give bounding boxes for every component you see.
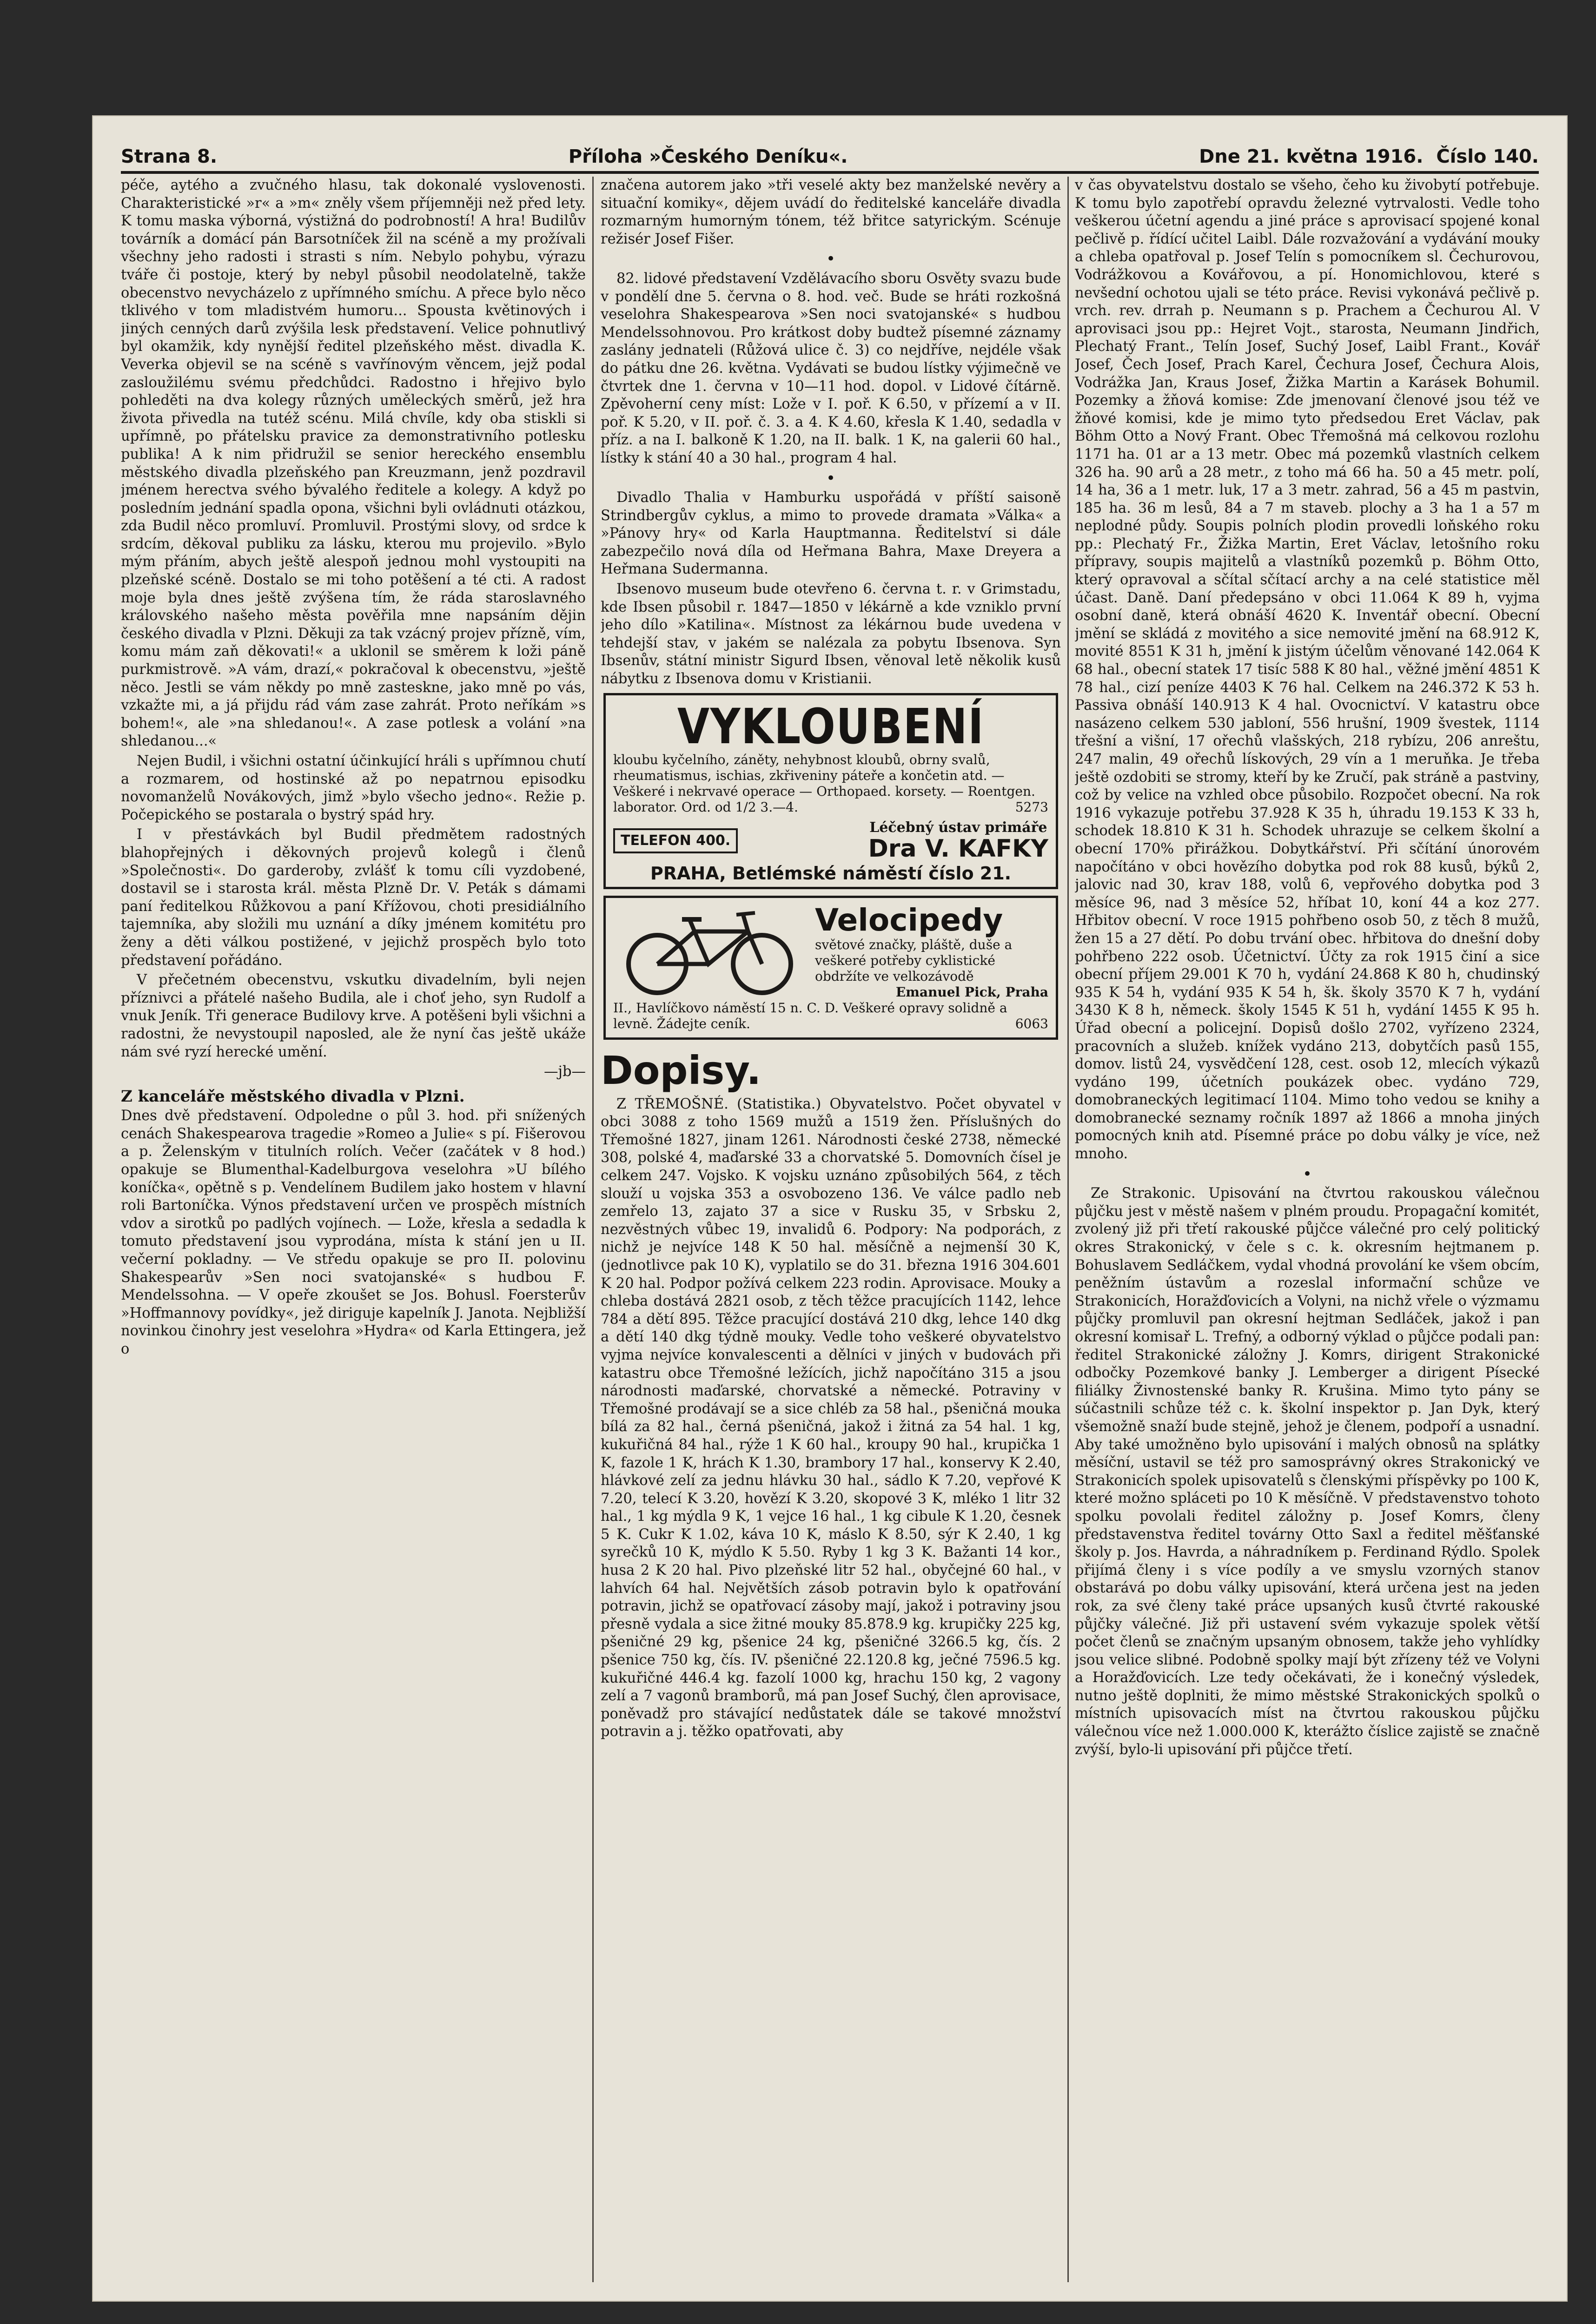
page-header	[121, 135, 1539, 174]
ad-address-text: II., Havlíčkovo náměstí 15 n. C. D. Veškeré opravy solidně a levně. Žádejte ceník.	[613, 1000, 1007, 1031]
article-paragraph: V přečetném obecenstvu, vskutku divadelním, byli nejen příznivci a přátelé našeho Budila, ale i choť jeho, syn Rudolf a vnuk Jeník. Tři generace Budilovy krve. A potěšeni byli všichni a radostni, že nevystoupil naposled, ale že nyní čas ještě ukáže nám své ryzí herecké umění.	[121, 972, 586, 1060]
ad-bike-text	[808, 904, 1048, 1000]
ad-body-text: kloubu kyčelního, záněty, nehybnost kloubů, obrny svalů, rheumatismus, ischias, zkřiveniny páteře a končetin atd. — Veškeré i nekrvavé operace — Orthopaed. korsety. — Roentgen. laborator. Ord. od 1/2 3.—4.	[613, 752, 1035, 815]
bullet-separator: •	[1302, 1164, 1312, 1183]
issue-date	[1199, 146, 1539, 167]
column-3	[1075, 177, 1540, 2282]
ad-body: světové značky, pláště, duše a veškeré potřeby cyklistické obdržíte ve velkozávodě	[815, 937, 1013, 984]
article-paragraph: v čas obyvatelstvu dostalo se všeho, čeho ku živobytí potřebuje. K tomu bylo zapotřebí opravdu železné vytrvalosti. Vedle toho veškerou účetní agendu a jiné práce s aprovisací spojené konal pečlivě p. řídící učitel Laibl. Dále rozvažování a vydávání mouky a chleba opatřoval p. Josef Telín s pomocníkem sl. Čechurovou, Vodrážkovou a Kovářovou, a pí. Honomichlovou, které s nevšední ochotou ujali se této práce. Revisi vykonává pečlivě p. vrch. rev. drrah p. Neumann s p. Prachem a Čechurou Al. V aprovisaci jsou pp.: Hejret Vojt., starosta, Neumann Jindřich, Plechatý Frant., Telín Josef, Suchý Josef, Laibl Frant., Kovář Josef, Čech Josef, Prach Karel, Čechura Josef, Čechura Alois, Vodrážka Jan, Kraus Josef, Žižka Martin a Karásek Bohumil. Pozemky a žňová komise: Zde jmenovaní členové jsou též ve žňové komisi, kde je mimo tyto předsedou Eret Václav, pak Böhm Otto a Nový Frant. Obec Třemošná má celkovou rozlohu 1171 ha. 01 ar a 13 metr. Obec má pozemků vlastních celkem 326 ha. 90 arů a 28 metr., z toho má 66 ha. 50 a 45 metr. polí, 14 ha, 36 a 1 metr. luk, 17 a 3 metr. zahrad, 56 a 45 m pastvin, 185 ha. 36 m lesů, 84 a 7 m staveb. plochy a 3 ha 1 a 57 m neplodné půdy. Soupis polních plodin provedli loňského roku pp.: Plechatý Fr., Žižka Martin, Eret Václav, letošního roku přípravy, soupis majitelů a vlastníků pozemků p. Böhm Otto, který opravoval a sčítal sčítací archy a na celé statistice měl účast. Daně. Daní předepsáno v obci 11.064 K 89 h, vyjma osobní daně, která obnáší 4620 K. Inventář obecní. Obecní jmění se skládá z movitého a sice nemovité jmění na 68.912 K, movité 8551 K 31 h, jmění k jistým účelům věnované 142.064 K 68 hal., obecní statek 17 tisíc 588 K 80 hal., věžné jmění 4851 K 78 hal., cizí peníze 4403 K 76 hal. Celkem na 246.372 K 53 h. Passiva obnáší 140.913 K 4 hal. Ovocnictví. V katastru obce nasázeno celkem 530 jabloní, 556 hrušní, 1909 švestek, 1114 třešní a višní, 17 ořechů vlašských, 218 rybízu, 206 anreštu, 247 malin, 49 ořechů lískových, 29 vín a 1 meruňka. Je třeba ještě ozdobiti se stromy, kteří by ke Zručí, pak stráně a pastviny, což by velice na vzhled obce působilo. Rozpočet obecní. Na rok 1916 vykazuje potřebu 37.928 K 35 h, úhradu 19.153 K 33 h, schodek 18.810 K 31 h. Schodek uhrazuje se celkem školní a obecní 170% přirážkou. Dobytkářství. Při sčítání únorovém napočítáno v obci hovězího dobytka pod rok 88 kusů, býků 2, jalovic nad 30, krav 188, volů 6, vepřového dobytka pod 3 měsíce 96, nad 3 měsíce 52, hříbat 10, koní 44 a koz 277. Hřbitov obecní. V roce 1915 pohřbeno osob 50, z těch 8 mužů, žen 15 a 27 dětí. Po dobu trvání obec. hřbitova do dnešní doby pohřbeno 222 osob. Účetnictví. Účty za rok 1915 činí a sice obecní příjem 29.001 K 70 h, vydání 24.868 K 80 h, chudinský 935 K 54 h, vydání 935 K 54 h, šk. školy 3570 K 7 h, vydání 3430 K 8 h, německ. školy 1545 K 51 h, vydání 1455 K 95 h. Úřad obecní a policejní. Dopisů došlo 2702, vyřízeno 2324, pracovních a služeb. knížek vydáno 213, dobytčích pasů 155, domov. listů 24, vysvědčení 128, cest. osob 12, mlecích výkazů vydáno 199, účetních poukázek obec. vydáno 729, domobraneckých legitimací 1104. Mimo toho vedou se knihy a domobranecké seznamy ročník 1897 až 1866 a mnoha jiných pomocných knih atd. Písemné práce po dobu války je více, než mnoho.	[1075, 177, 1540, 1162]
article-paragraph: Dnes dvě představení. Odpoledne o půl 3. hod. při snížených cenách Shakespearova tragedie »Romeo a Julie« s pí. Fišerovou a p. Želenským v titulních rolích. Večer (začátek v 8 hod.) opakuje se Blumenthal-Kadelburgova veselohra »U bílého koníčka«, opětně s p. Vendelínem Budilem jako hostem v hlavní roli Bartoníčka. Výnos představení určen ve prospěch místních vdov a sirotků po padlých vojínech. — Lože, křesla a sedadla k tomuto představení jsou vyprodána, místa k stání jen u II. večerní pokladny. — Ve středu opakuje se pro II. polovinu Shakespearův »Sen noci svatojanské« s hudbou F. Mendelssohna. — V opeře zkoušet se Jos. Bohusl. Foersterův »Hoffmannovy povídky«, jež diriguje kapelník J. Janota. Nejbližší novinkou činohry jest veselohra »Hydra« od Karla Ettingera, jež o	[121, 1108, 586, 1357]
bullet-separator: •	[826, 469, 836, 488]
column-rule	[592, 177, 594, 2282]
column-2	[601, 177, 1061, 2282]
article-paragraph: značena autorem jako »tři veselé akty bez manželské nevěry a situační komiky«, dějem uvádí do ředitelské kanceláře divadla rozmarným humorným tónem, též břitce satyrickým. Scénuje režisér Josef Fišer.	[601, 177, 1061, 247]
article-paragraph: Divadlo Thalia v Hamburku uspořádá v příští saisoně Strindbergův cyklus, a mimo to provede dramata »Válka« a »Pánovy hry« od Karla Hauptmanna. Ředitelství si dále zabezpečilo nová díla od Heřmana Bahra, Maxe Dreyera a Heřmana Sudermanna.	[601, 489, 1061, 578]
bullet-separator: •	[826, 250, 836, 269]
ad-address: PRAHA, Betlémské náměstí číslo 21.	[650, 863, 1012, 884]
section-heading: Z kanceláře městského divadla v Plzni.	[121, 1087, 465, 1106]
ad-contact-row	[613, 820, 1048, 862]
date-text: Dne 21. května 1916.	[1199, 146, 1424, 167]
article-paragraph: Ze Strakonic. Upisování na čtvrtou rakouskou válečnou půjčku jest v městě našem v plném proudu. Propagační komitét, zvolený již při třetí rakouské půjčce válečné pro celý politický okres Strakonický, v čele s c. k. okresním hejtmanem p. Bohuslavem Sedláčkem, vydal vhodná provolání ke všem obcím, peněžním ústavům a rozeslal informační schůze ve Strakonicích, Horažďovicích a Volyni, na nichž vřele o výzmamu půjčky promluvil pan okresní hejtman Sedláček, jakož i pan okresní komisař L. Trefný, a odborný výklad o půjčce podali pan: ředitel Strakonické záložny J. Komrs, dirigent Strakonické odbočky Pozemkové banky J. Lemberger a dirigent Písecké filiálky Živnostenské banky R. Krušina. Mimo tyto pány se súčastnili schůze též c. k. školní inspektor p. Jan Dyk, který všemožně snaží bude stejně, jehož je členem, podpoří a usnadní. Aby také umožněno bylo upisování i malých obnosů na splátky měsíční, ustavil se též pro samosprávný okres Strakonický ve Strakonicích spolek upisovatelů s členskými příspěvky po 100 K, které možno spláceti po 10 K měsíčně. V představenstvo tohoto spolku povolali ředitel záložny p. Josef Komrs, členy představenstva ředitel továrny Otto Saxl a ředitel měšťanské školy p. Jos. Havrda, a náhradníkem p. Ferdinand Rýdlo. Spolek přijímá členy i s více podíly a ve smyslu vzorných stanov obstarává po dobu války upisování, která určena jest na jeden rok, za své členy také práce upsaných kusů čtvrté rakouské půjčky válečné. Již při ustavení svém vykazuje spolek větší počet členů se značným upsaným obnosem, takže jeho vyhlídky jsou velice slibné. Podobně spolky mají být zřízeny též ve Volyni a Horažďovicích. Lze tedy očekávati, že i konečný výsledek, nutno ještě doplniti, že mimo městské Strakonických spolků o místních upisovacích míst na čtvrtou rakouskou půjčku válečnou více než 1.000.000 K, kterážto číslice zajistě se značně zvýší, bylo-li upisování při půjčce třetí.	[1075, 1185, 1540, 1758]
ad-doctor: Dra V. KAFKY	[868, 834, 1048, 863]
supplement-title: Příloha »Českého Deníku«.	[568, 146, 848, 167]
article-paragraph: Nejen Budil, i všichni ostatní účinkující hráli s upřímnou chutí a rozmarem, od hostinské až po nepatrnou episodku novomanželů Novákových, jimž »bylo všecho jedno«. Režie p. Počepického se postarala o bystrý spád hry.	[121, 753, 586, 823]
ad-headline: VYKLOUBENÍ	[677, 698, 985, 755]
page-number: Strana 8.	[121, 146, 218, 167]
ad-headline: Velocipedy	[815, 902, 1003, 938]
article-paragraph: I v přestávkách byl Budil předmětem radostných blahopřejných i děkovných projevů kolegů i členů »Společnosti«. Do garderoby, zvlášť k tomu cíli vyzdobené, dostavil se i starosta král. města Plzně Dr. V. Peták s dámami paní ředitelkou Růžkovou a paní Křížovou, choti presidiálního tajemníka, aby složili mu uznání a díky jménem komitétu pro ženy a děti válkou postižené, v jejichž prospěch bylo toto představení pořádáno.	[121, 826, 586, 969]
advertisement-velocipedy	[603, 896, 1058, 1040]
article-paragraph: péče, aytého a zvučného hlasu, tak dokonalé vyslovenosti. Charakteristické »r« a »m« zněly všem příjemněji než před lety. K tomu maska výborná, výstižná do podrobností! A hra! Budilův továrník a domácí pán Barsotníček žil na scéně a my prožívali všechny jeho radosti i strasti s ním. Nebylo pohybu, výrazu tváře či postoje, který by nebyl působil neodolatelně, takže obecenstvo nevycházelo z upřímného smíchu. A přece bylo něco tklivého v tom mladistvém humoru... Spousta květinových i jiných cenných darů zvýšila lesk představení. Velice pohnutlivý byl okamžik, kdy nynější ředitel plzeňského měst. divadla K. Veverka objevil se na scéně s vavřínovým věncem, jejž podal zasloužilému svému předchůdci. Radostno i hřejivo bylo pohleděti na dva kolegy různých uměleckých směrů, jež hra života přivedla na tutéž scénu. Milá chvíle, kdy oba stiskli si upřímně, po přátelsku pravice za demonstrativního potlesku publika! A k nim přidružil se senior hereckého ensemblu městského divadla plzeňského pan Kreuzmann, jenž pozdravil jménem herectva svého bývalého ředitele a kolegy. A když po posledním jednání spadla opona, všichni byli ovládnuti otázkou, zda Budil něco promluví. Promluvil. Prostými slovy, od srdce k srdcím, děkoval publiku za lásku, kterou mu projevilo. »Bylo mým přáním, abych ještě alespoň jednou mohl vystoupiti na plzeňské scéně. Dostalo se mi toho potěšení a té cti. A radost moje byla dnes ještě zvýšena tím, že ráda staroslavného královského našeho města pověřila mne napsáním dějin českého divadla v Plzni. Děkuji za tak vzácný projev přízně, vím, komu mám zaň děkovati!« a uklonil se směrem k loži páně purkmistrově. »A vám, drazí,« pokračoval k obecenstvu, »ještě něco. Jestli se vám někdy po mně zasteskne, jako mně po vás, vzkažte mi, a já přijdu rád vám zase zahrát. Proto neříkám »s bohem!«, ale »na shledanou!«. A zase potlesk a volání »na shledanou...«	[121, 177, 586, 750]
article-paragraph: Z TŘEMOŠNÉ. (Statistika.) Obyvatelstvo. Počet obyvatel v obci 3088 z toho 1569 mužů a 1519 žen. Příslušných do Třemošné 1827, jinam 1261. Národnosti české 2738, německé 308, polské 4, maďarské 33 a chorvatské 5. Domovních čísel je celkem 247. Vojsko. K vojsku uznáno způsobilých 564, z těch slouží u vojska 353 a osvobozeno 136. Ve válce padlo neb zemřelo 13, zajato 37 a sice v Rusku 35, v Srbsku 2, nezvěstných vůbec 19, invalidů 6. Podpory: Na podporách, z nichž je nejvíce 148 K 50 hal. měsíčně a nejmenší 30 K, (jednotlivce pak 10 K), vyplatilo se do 31. března 1916 304.601 K 20 hal. Podpor požívá celkem 223 rodin. Aprovisace. Mouky a chleba dostává 2821 osob, z těch těžce pracujících 1142, lehce 784 a dětí 895. Těžce pracující dostává 210 dkg, lehce 140 dkg a dětí 140 dkg týdně mouky. Vedle toho veškeré obyvatelstvo vyjma nejvíce konvalescenti a dělníci v jiných v budovách při katastru obce Třemošné ležících, jichž napočítáno 315 a jsou národnosti maďarské, chorvatské a německé. Potraviny v Třemošné prodávají se a sice chléb za 58 hal., pšeničná mouka bílá za 82 hal., černá pšeničná, jakož i žitná za 54 hal. 1 kg, kukuřičná 84 hal., rýže 1 K 60 hal., kroupy 90 hal., krupička 1 K, fazole 1 K, hrách K 1.30, brambory 17 hal., konservy K 2.40, hlávkové zelí za jednu hlávku 30 hal., sádlo K 7.20, vepřové K 7.20, telecí K 3.20, hovězí K 3.20, skopové 3 K, mléko 1 litr 32 hal., 1 kg mýdla 9 K, 1 vejce 16 hal., 1 kg cibule K 1.20, česnek 5 K. Cukr K 1.02, káva 10 K, máslo K 8.50, sýr K 2.40, 1 kg syrečků 10 K, mýdlo K 5.50. Ryby 1 kg 3 K. Bažanti 14 kor., husa 2 K 20 hal. Pivo plzeňské litr 52 hal., obyčejné 60 hal., v lahvích 64 hal. Největších zásob potravin bylo k opatřování potravin, jichž se opatřovací zásoby mají, jakož i potraviny jsou přesně vydala a sice žitné mouky 85.878.9 kg. krupičky 225 kg, pšeničné 29 kg, pšenice 24 kg, pšeničné 3266.5 kg, čís. 2 pšenice 750 kg, čís. IV. pšeničné 22.120.8 kg, ječné 7596.5 kg. kukuřičné 446.4 kg. fazolí 1000 kg, hrachu 150 kg, 2 vagony zelí a 7 vagonů bramborů, má pan Josef Suchý, člen aprovisace, poněvadž pro stávající nedůstatek dále se takové množství potravin a j. těžko opatřovati, aby	[601, 1096, 1061, 1740]
ad-clinic-block	[868, 820, 1048, 862]
ad-body	[613, 752, 1048, 815]
ad-bike-row	[613, 904, 1048, 1000]
ad-code: 5273	[1015, 799, 1048, 815]
ad-firm: Emanuel Pick, Praha	[895, 984, 1048, 1000]
article-paragraph: 82. lidové představení Vzdělávacího sboru Osvěty svazu bude v pondělí dne 5. června o 8. hod. več. Bude se hráti rozkošná veselohra Shakespearova »Sen noci svatojanské« s hudbou Mendelssohnovou. Pro krátkost doby budtež písemné záznamy zaslány jednateli (Růžová ulice č. 3) co nejdříve, nejdéle však do pátku dne 26. května. Vydávati se budou lístky výjimečně ve čtvrtek dne 1. června v 10—11 hod. dopol. v Lidové čítárně. Zpěvoherní ceny míst: Lože v I. poř. K 6.50, v přízemí a v II. poř. K 5.20, v II. poř. č. 3. a 4. K 4.60, křesla K 1.40, sedadla v příz. a na I. balkoně K 1.20, na II. balk. 1 K, na galerii 60 hal., lístky k stání 40 a 30 hal., program 4 hal.	[601, 270, 1061, 466]
advertisement-kafka	[603, 693, 1058, 889]
newspaper-page	[93, 116, 1567, 2301]
issue-number: Číslo 140.	[1436, 146, 1539, 167]
letters-heading: Dopisy.	[601, 1047, 762, 1093]
ad-code: 6063	[1015, 1016, 1048, 1031]
column-1	[121, 177, 586, 2282]
ad-clinic: Léčebný ústav primáře	[869, 819, 1047, 836]
column-rule	[1067, 177, 1069, 2282]
phone-box: TELEFON 400.	[613, 828, 738, 853]
bicycle-icon	[613, 904, 808, 997]
article-paragraph: Ibsenovo museum bude otevřeno 6. června t. r. v Grimstadu, kde Ibsen působil r. 1847—1850 v lékárně a kde vzniklo první jeho dílo »Katilina«. Místnost za lékárnou bude uvedena v tehdejší stav, v jakém se nalézala za pobytu Ibsenova. Syn Ibsenův, státní ministr Sigurd Ibsen, věnoval letě několik kusů nábytku z Ibsenova domu v Kristianii.	[601, 581, 1061, 687]
ad-address	[613, 1000, 1048, 1032]
author-signature: —jb—	[544, 1063, 586, 1080]
